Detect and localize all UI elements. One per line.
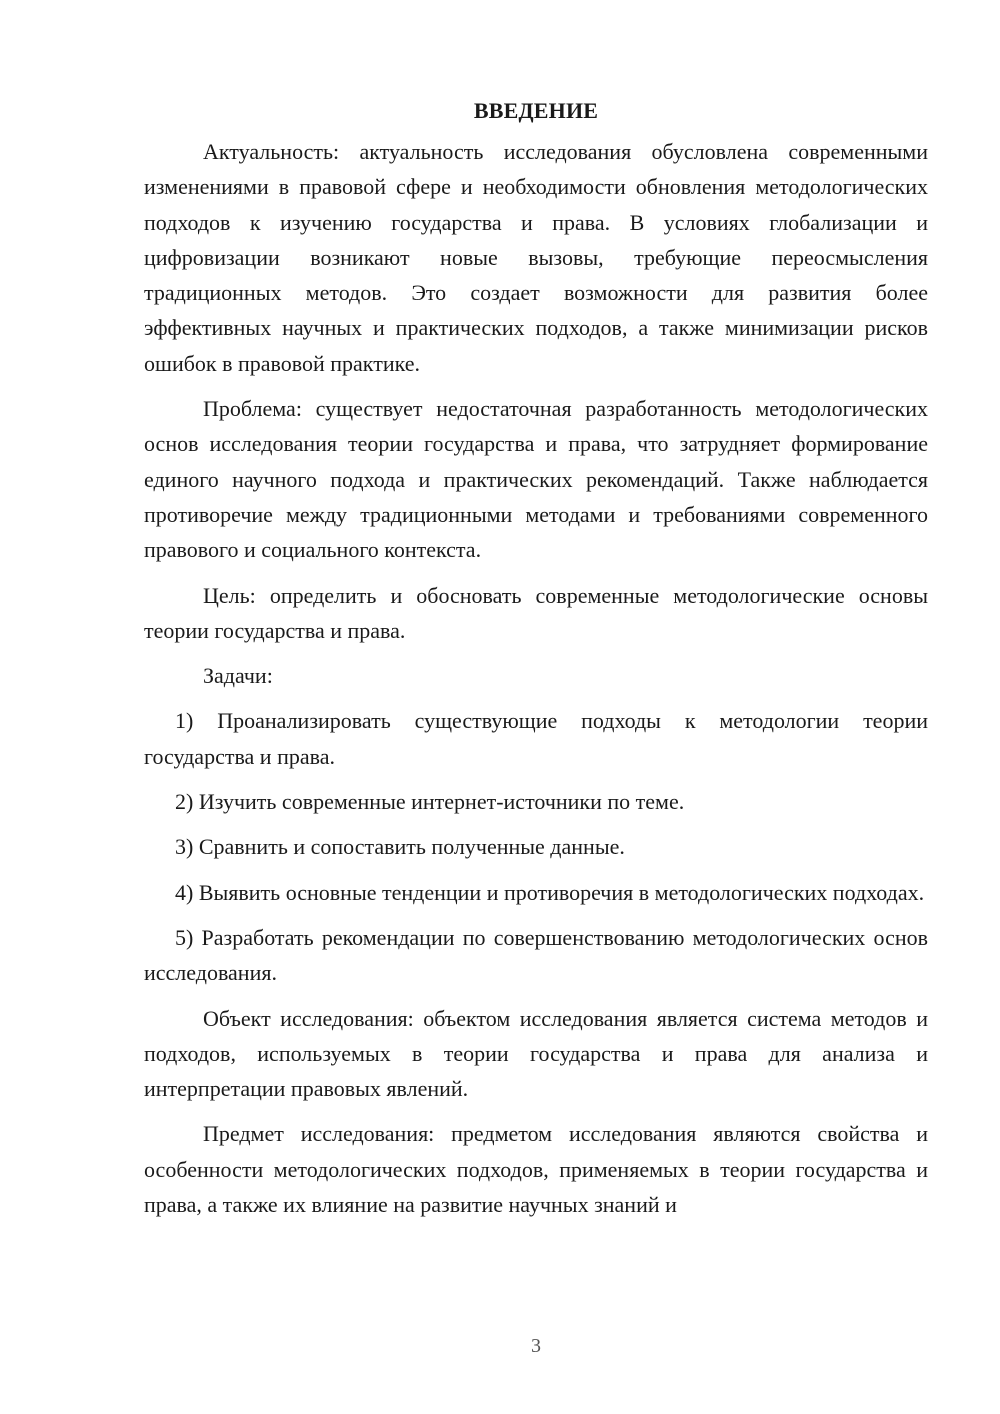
task-item-5: 5) Разработать рекомендации по совершенствованию методологических основ исследования. [144, 924, 928, 986]
subject-paragraph: Предмет исследования: предметом исследования являются свойства и особенности методологических подходов, применяемых в теории государства и права, а также их влияние на развитие научных знаний и [144, 1121, 928, 1218]
section-heading: ВВЕДЕНИЕ [473, 98, 599, 123]
task-item-3: 3) Сравнить и сопоставить полученные данные. [175, 834, 625, 860]
task-item-4: 4) Выявить основные тенденции и противоречия в методологических подходах. [175, 879, 925, 905]
tasks-label: Задачи: [203, 663, 273, 689]
task-item-1: 1) Проанализировать существующие подходы к методологии теории государства и права. [144, 708, 928, 769]
page-number: 3 [531, 1335, 541, 1357]
page-body [144, 96, 928, 1232]
problem-paragraph: Проблема: существует недостаточная разработанность методологических основ исследования теории государства и права, что затрудняет формирование единого научного подхода и практических рекомендаций. Также наблюдается противоречие между традиционными методами и требованиями современного правового и социального контекста. [144, 396, 928, 563]
goal-paragraph: Цель: определить и обосновать современные методологические основы теории государства и права. [144, 582, 928, 643]
task-item-2: 2) Изучить современные интернет-источники по теме. [175, 789, 685, 815]
relevance-paragraph: Актуальность: актуальность исследования обусловлена современными изменениями в правовой сфере и необходимости обновления методологических подходов к изучению государства и права. В условиях глобализации и цифровизации возникают новые вызовы, требующие переосмысления традиционных методов. Это создает возможности для развития более эффективных научных и практических подходов, а также минимизации рисков ошибок в правовой практике. [144, 139, 928, 376]
object-paragraph: Объект исследования: объектом исследования является система методов и подходов, используемых в теории государства и права для анализа и интерпретации правовых явлений. [144, 1005, 928, 1102]
